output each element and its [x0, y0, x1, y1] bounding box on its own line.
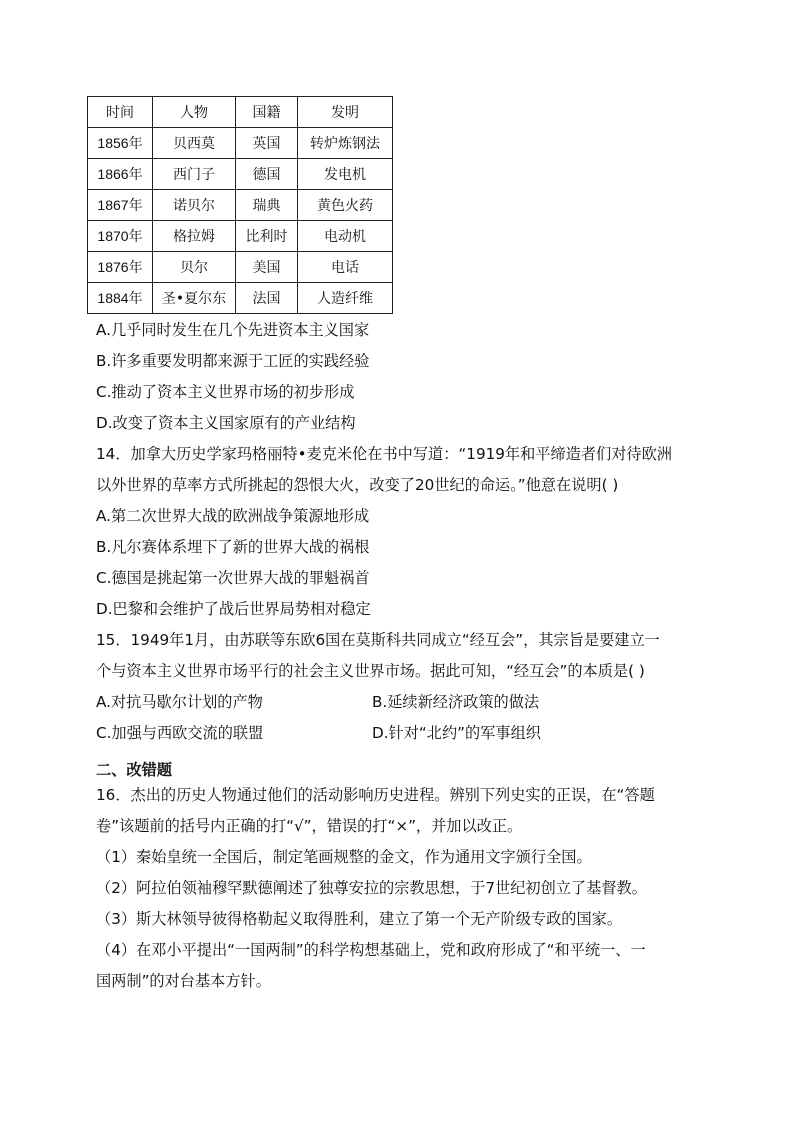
- table-cell: 美国: [236, 252, 298, 283]
- header-cell-person: 人物: [153, 97, 236, 128]
- table-cell: 黄色火药: [298, 190, 393, 221]
- table-cell: 1866年: [88, 159, 153, 190]
- q16-item-3: （3）斯大林领导彼得格勒起义取得胜利，建立了第一个无产阶级专政的国家。: [96, 910, 623, 928]
- q16-stem-line-1: 16．杰出的历史人物通过他们的活动影响历史进程。辨别下列史实的正误，在“答题: [96, 786, 655, 804]
- table-cell: 西门子: [153, 159, 236, 190]
- table-cell: 电话: [298, 252, 393, 283]
- q15-option-c: C.加强与西欧交流的联盟: [96, 724, 264, 742]
- table-cell: 1876年: [88, 252, 153, 283]
- inventions-table: [87, 96, 393, 314]
- q14-option-c: C.德国是挑起第一次世界大战的罪魁祸首: [96, 569, 370, 587]
- table-row: [88, 283, 393, 314]
- q15-option-a: A.对抗马歇尔计划的产物: [96, 693, 263, 711]
- table-row: [88, 159, 393, 190]
- table-cell: 瑞典: [236, 190, 298, 221]
- table-cell: 比利时: [236, 221, 298, 252]
- section-heading: 二、改错题: [96, 761, 172, 779]
- table-cell: 英国: [236, 128, 298, 159]
- table-cell: 1867年: [88, 190, 153, 221]
- q14-option-a: A.第二次世界大战的欧洲战争策源地形成: [96, 507, 370, 525]
- table-row: [88, 190, 393, 221]
- q13-option-a: A.几乎同时发生在几个先进资本主义国家: [96, 321, 370, 339]
- q16-stem-line-2: 卷”该题前的括号内正确的打“√”，错误的打“×”，并加以改正。: [96, 817, 523, 835]
- table-cell: 1856年: [88, 128, 153, 159]
- header-cell-invention: 发明: [298, 97, 393, 128]
- q15-stem-line-2: 个与资本主义世界市场平行的社会主义世界市场。据此可知，“经互会”的本质是( ): [96, 662, 645, 680]
- q14-stem-line-1: 14．加拿大历史学家玛格丽特•麦克米伦在书中写道：“1919年和平缔造者们对待欧洲: [96, 445, 672, 463]
- table-row: [88, 221, 393, 252]
- q15-stem-line-1: 15．1949年1月，由苏联等东欧6国在莫斯科共同成立“经互会”，其宗旨是要建立一: [96, 631, 660, 649]
- q13-option-b: B.许多重要发明都来源于工匠的实践经验: [96, 352, 370, 370]
- table-cell: 人造纤维: [298, 283, 393, 314]
- table-row: [88, 252, 393, 283]
- table-cell: 德国: [236, 159, 298, 190]
- q16-item-2: （2）阿拉伯领袖穆罕默德阐述了独尊安拉的宗教思想，于7世纪初创立了基督教。: [96, 879, 647, 897]
- table-cell: 贝尔: [153, 252, 236, 283]
- q16-item-4-line-1: （4）在邓小平提出“一国两制”的科学构想基础上，党和政府形成了“和平统一、一: [96, 941, 646, 959]
- table-cell: 贝西莫: [153, 128, 236, 159]
- q16-item-4-line-2: 国两制”的对台基本方针。: [96, 972, 271, 990]
- table-cell: 转炉炼钢法: [298, 128, 393, 159]
- table-header-row: [88, 97, 393, 128]
- q15-option-d: D.针对“北约”的军事组织: [372, 724, 541, 742]
- table-cell: 1870年: [88, 221, 153, 252]
- table-cell: 格拉姆: [153, 221, 236, 252]
- table-cell: 法国: [236, 283, 298, 314]
- header-cell-nationality: 国籍: [236, 97, 298, 128]
- q13-option-c: C.推动了资本主义世界市场的初步形成: [96, 383, 355, 401]
- q14-option-d: D.巴黎和会维护了战后世界局势相对稳定: [96, 600, 371, 618]
- table-row: [88, 128, 393, 159]
- table-cell: 1884年: [88, 283, 153, 314]
- table-cell: 电动机: [298, 221, 393, 252]
- q14-option-b: B.凡尔赛体系埋下了新的世界大战的祸根: [96, 538, 370, 556]
- table-cell: 诺贝尔: [153, 190, 236, 221]
- q14-stem-line-2: 以外世界的草率方式所挑起的怨恨大火，改变了20世纪的命运。”他意在说明( ): [96, 476, 619, 494]
- q16-item-1: （1）秦始皇统一全国后，制定笔画规整的金文，作为通用文字颁行全国。: [96, 848, 592, 866]
- table-cell: 圣•夏尔东: [153, 283, 236, 314]
- header-cell-time: 时间: [88, 97, 153, 128]
- q15-option-b: B.延续新经济政策的做法: [372, 693, 540, 711]
- table-cell: 发电机: [298, 159, 393, 190]
- q13-option-d: D.改变了资本主义国家原有的产业结构: [96, 414, 356, 432]
